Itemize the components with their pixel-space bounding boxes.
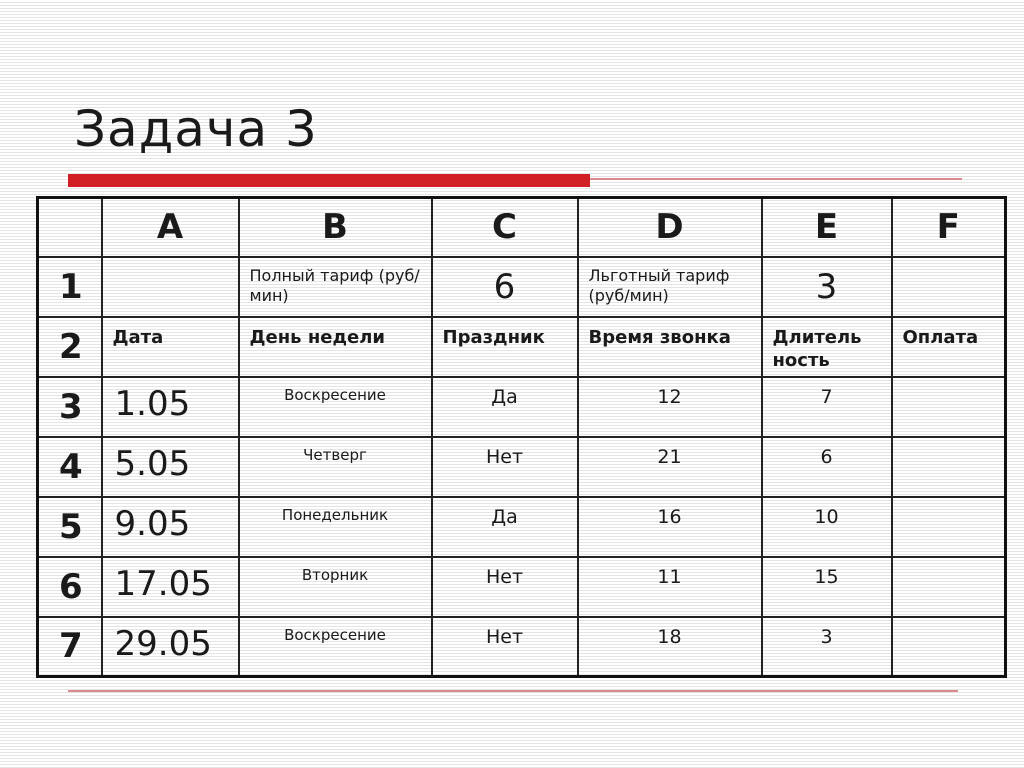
call-time-cell: 21 [578,437,762,497]
table-row [38,377,1006,437]
duration-cell: 7 [762,377,892,437]
duration-header: Длитель ность [762,317,892,377]
full-tariff-value: 6 [432,257,578,317]
call-time-cell: 11 [578,557,762,617]
date-cell: 17.05 [102,557,239,617]
call-time-cell: 18 [578,617,762,677]
holiday-cell: Да [432,377,578,437]
call-time-cell: 12 [578,377,762,437]
payment-cell [892,497,1006,557]
column-header-e: E [762,198,892,257]
duration-cell: 15 [762,557,892,617]
title-accent-bar [68,174,590,187]
call-time-header: Время звонка [578,317,762,377]
payment-header: Оплата [892,317,1006,377]
table-row [38,557,1006,617]
cell-a1 [102,257,239,317]
call-time-cell: 16 [578,497,762,557]
table-row [38,497,1006,557]
table-row [38,437,1006,497]
title-accent-line [590,178,962,180]
duration-cell: 6 [762,437,892,497]
cell-f1 [892,257,1006,317]
weekday-cell: Воскресение [239,617,432,677]
column-header-a: A [102,198,239,257]
payment-cell [892,377,1006,437]
weekday-cell: Воскресение [239,377,432,437]
discount-tariff-value: 3 [762,257,892,317]
weekday-cell: Понедельник [239,497,432,557]
date-header: Дата [102,317,239,377]
payment-cell [892,557,1006,617]
duration-cell: 3 [762,617,892,677]
holiday-header: Праздник [432,317,578,377]
payment-cell [892,617,1006,677]
full-tariff-label: Полный тариф (руб/мин) [239,257,432,317]
table-row [38,257,1006,317]
column-header-d: D [578,198,762,257]
column-header-b: B [239,198,432,257]
date-cell: 5.05 [102,437,239,497]
date-cell: 9.05 [102,497,239,557]
holiday-cell: Нет [432,617,578,677]
holiday-cell: Да [432,497,578,557]
table-row [38,317,1006,377]
corner-cell [38,198,102,257]
row-header: 5 [38,497,102,557]
slide-title: Задача 3 [74,100,318,158]
payment-cell [892,437,1006,497]
row-header: 7 [38,617,102,677]
column-header-f: F [892,198,1006,257]
weekday-cell: Четверг [239,437,432,497]
column-header-row [38,198,1006,257]
column-header-c: C [432,198,578,257]
table-row [38,617,1006,677]
duration-cell: 10 [762,497,892,557]
row-header: 3 [38,377,102,437]
weekday-cell: Вторник [239,557,432,617]
holiday-cell: Нет [432,557,578,617]
row-header: 1 [38,257,102,317]
holiday-cell: Нет [432,437,578,497]
spreadsheet-table [36,196,1007,678]
weekday-header: День недели [239,317,432,377]
row-header: 4 [38,437,102,497]
row-header: 2 [38,317,102,377]
date-cell: 29.05 [102,617,239,677]
footer-accent-line [68,690,958,692]
date-cell: 1.05 [102,377,239,437]
row-header: 6 [38,557,102,617]
discount-tariff-label: Льготный тариф (руб/мин) [578,257,762,317]
